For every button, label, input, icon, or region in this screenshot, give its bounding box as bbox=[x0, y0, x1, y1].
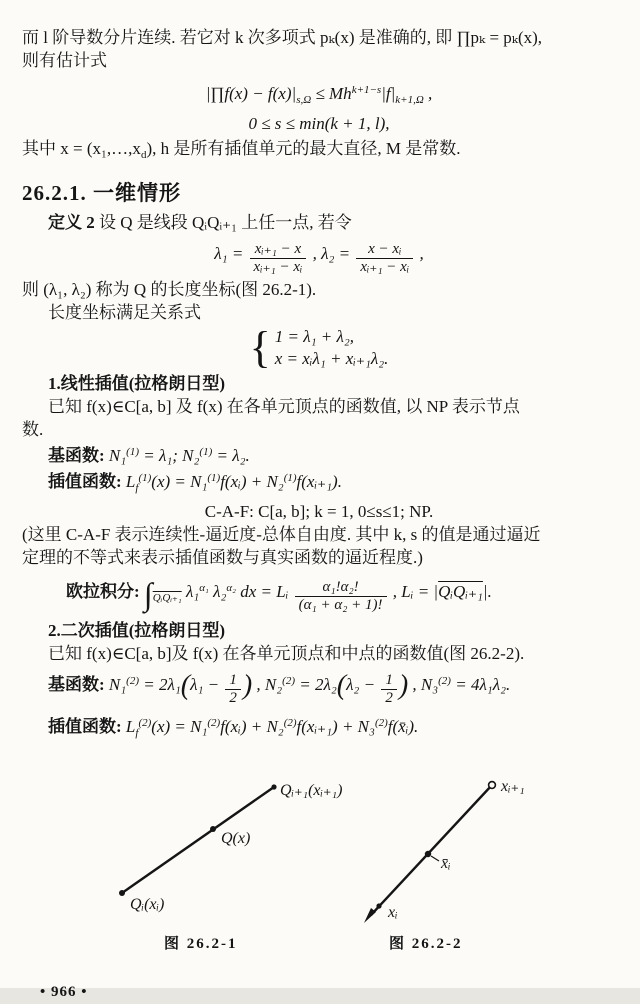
interpolation-function-line-2 bbox=[48, 712, 616, 745]
system-equation-2: x = xᵢλ₁ + xᵢ₊₁λ₂. bbox=[274, 349, 389, 368]
system-equation-1: 1 = λ₁ + λ₂, bbox=[274, 327, 354, 346]
interpolation-function-line bbox=[48, 467, 616, 500]
basis-functions-line bbox=[48, 441, 616, 467]
paragraph-line: 则有估计式 bbox=[22, 51, 107, 70]
label-qi: Qᵢ(xᵢ) bbox=[130, 896, 165, 913]
known-conditions-continuation: 数. bbox=[22, 420, 44, 439]
point-qi-plus-1 bbox=[271, 784, 276, 789]
page-number: • 966 • bbox=[40, 984, 88, 1000]
figures-row bbox=[22, 765, 616, 967]
figure-26-2-1 bbox=[94, 765, 374, 965]
estimate-condition: 0 ≤ s ≤ min(k + 1, l), bbox=[248, 114, 390, 133]
left-brace: { bbox=[249, 323, 271, 372]
basis-functions-line-2 bbox=[48, 670, 616, 707]
estimate-formula-block bbox=[22, 79, 616, 135]
point-xbar bbox=[425, 851, 431, 857]
segment-line bbox=[122, 787, 274, 893]
euler-formula: $\int_{QᵢQᵢ_{+1}}$ λ₁$^{\alpha_1}$ λ₂$^{\alpha_2}$ dx = Lᵢ $\frac{\text{α₁!α₂!}}{\text{(α₁ + α₂ + 1)!}}$ , Lᵢ = |QᵢQᵢ₊₁|. bbox=[143, 576, 492, 613]
interp-label: 插值函数: bbox=[48, 472, 126, 491]
definition-text: 设 Q 是线段 QᵢQᵢ₊₁ 上任一点, 若令 bbox=[94, 213, 352, 232]
segment-line bbox=[371, 785, 492, 915]
label-xbar-i: x̄ᵢ bbox=[441, 855, 451, 872]
subsection-title-quadratic: 2.二次插值(拉格朗日型) bbox=[48, 621, 226, 640]
basis-formula: N₁$^{(1)}$ = λ₁; N₂$^{(1)}$ = λ₂. bbox=[108, 446, 250, 465]
estimate-inequality: |∏f(x) − $f(x)|_{s,\Omega} \le Mh^{k+1-s}|f|_{k+1,\Omega}$ , bbox=[205, 84, 433, 106]
lambda-coordinates-formula: λ₁ = $\frac{\text{xᵢ₊₁ − x}}{\text{xᵢ₊₁ − xᵢ}}$ , λ₂ = $\frac{\text{x − xᵢ}}{\text{xᵢ₊₁ − xᵢ}}$ , bbox=[214, 241, 424, 275]
euler-integral-line bbox=[66, 577, 616, 614]
known-conditions-line: 已知 f(x)∈C[a, b] 及 f(x) 在各单元顶点的函数值, 以 NP 表示节点 bbox=[48, 397, 520, 416]
label-xi-plus-1: xᵢ₊₁ bbox=[501, 778, 525, 795]
label-leader-line bbox=[431, 856, 439, 861]
where-clause: 其中 $x = (x_1,\dots,x_d)$, h 是所有插值单元的最大直径, M 是常数. bbox=[22, 139, 461, 161]
label-xi: xᵢ bbox=[388, 904, 398, 921]
point-xi bbox=[376, 903, 381, 908]
figure-26-2-2-drawing bbox=[344, 765, 564, 965]
point-xi-plus-1-open bbox=[489, 782, 496, 789]
figure-1-caption: 图 26.2-1 bbox=[164, 936, 238, 952]
definition-label: 定义 2 bbox=[48, 213, 95, 232]
section-heading: 26.2.1. 一维情形 bbox=[22, 181, 181, 205]
note-line-1: (这里 C-A-F 表示连续性-逼近度-总体自由度. 其中 k, s 的值是通过逼近 bbox=[22, 525, 541, 544]
label-qi-plus-1: Qᵢ₊₁(xᵢ₊₁) bbox=[280, 782, 343, 799]
figure-26-2-2 bbox=[344, 765, 564, 965]
interp-formula: $L_f^{(1)}(x)$ = N₁$^{(1)}$f(xᵢ) + N₂$^{(1)}$f(xᵢ₊₁). bbox=[125, 472, 342, 494]
point-qi bbox=[119, 890, 125, 896]
figure-2-caption: 图 26.2-2 bbox=[389, 936, 463, 952]
label-q-of-x: Q(x) bbox=[221, 830, 251, 847]
basis-label-2: 基函数: bbox=[48, 675, 109, 694]
figure-26-2-1-drawing bbox=[94, 765, 374, 965]
known-conditions-line-2: 已知 f(x)∈C[a, b]及 f(x) 在各单元顶点和中点的函数值(图 26.2-2). bbox=[48, 644, 525, 663]
euler-label: 欧拉积分: bbox=[66, 582, 144, 601]
interp-label-2: 插值函数: bbox=[48, 717, 126, 736]
point-q bbox=[210, 826, 216, 832]
definition-line bbox=[48, 211, 616, 234]
basis-label: 基函数: bbox=[48, 446, 109, 465]
coordinate-relation-system bbox=[22, 323, 616, 372]
note-line-2: 定理的不等式来表示插值函数与真实函数的逼近程度.) bbox=[22, 548, 423, 567]
basis-formula-2: N₁$^{(2)}$ = 2λ₁(λ₁ − $\frac{1}{2}$ ) , N₂$^{(2)}$ = 2λ₂(λ₂ − $\frac{1}{2}$ ) , N₃$^{(2)}$ = 4λ₁λ₂. bbox=[108, 670, 511, 706]
paragraph-line: 而 l 阶导数分片连续. 若它对 k 次多项式 pₖ(x) 是准确的, 即 ∏pₖ = pₖ(x), bbox=[22, 28, 543, 47]
subsection-title-linear: 1.线性插值(拉格朗日型) bbox=[48, 374, 226, 393]
relation-intro-line: 长度坐标满足关系式 bbox=[48, 303, 201, 322]
coordinate-name-line: 则 (λ₁, λ₂) 称为 Q 的长度坐标(图 26.2-1). bbox=[22, 280, 317, 299]
caf-line: C-A-F: C[a, b]; k = 1, 0≤s≤1; NP. bbox=[204, 502, 434, 521]
interp-formula-2: $L_f^{(2)}(x)$ = N₁$^{(2)}$f(xᵢ) + N₂$^{(2)}$f(xᵢ₊₁) + N₃$^{(2)}$f(x̄ᵢ). bbox=[125, 717, 419, 739]
